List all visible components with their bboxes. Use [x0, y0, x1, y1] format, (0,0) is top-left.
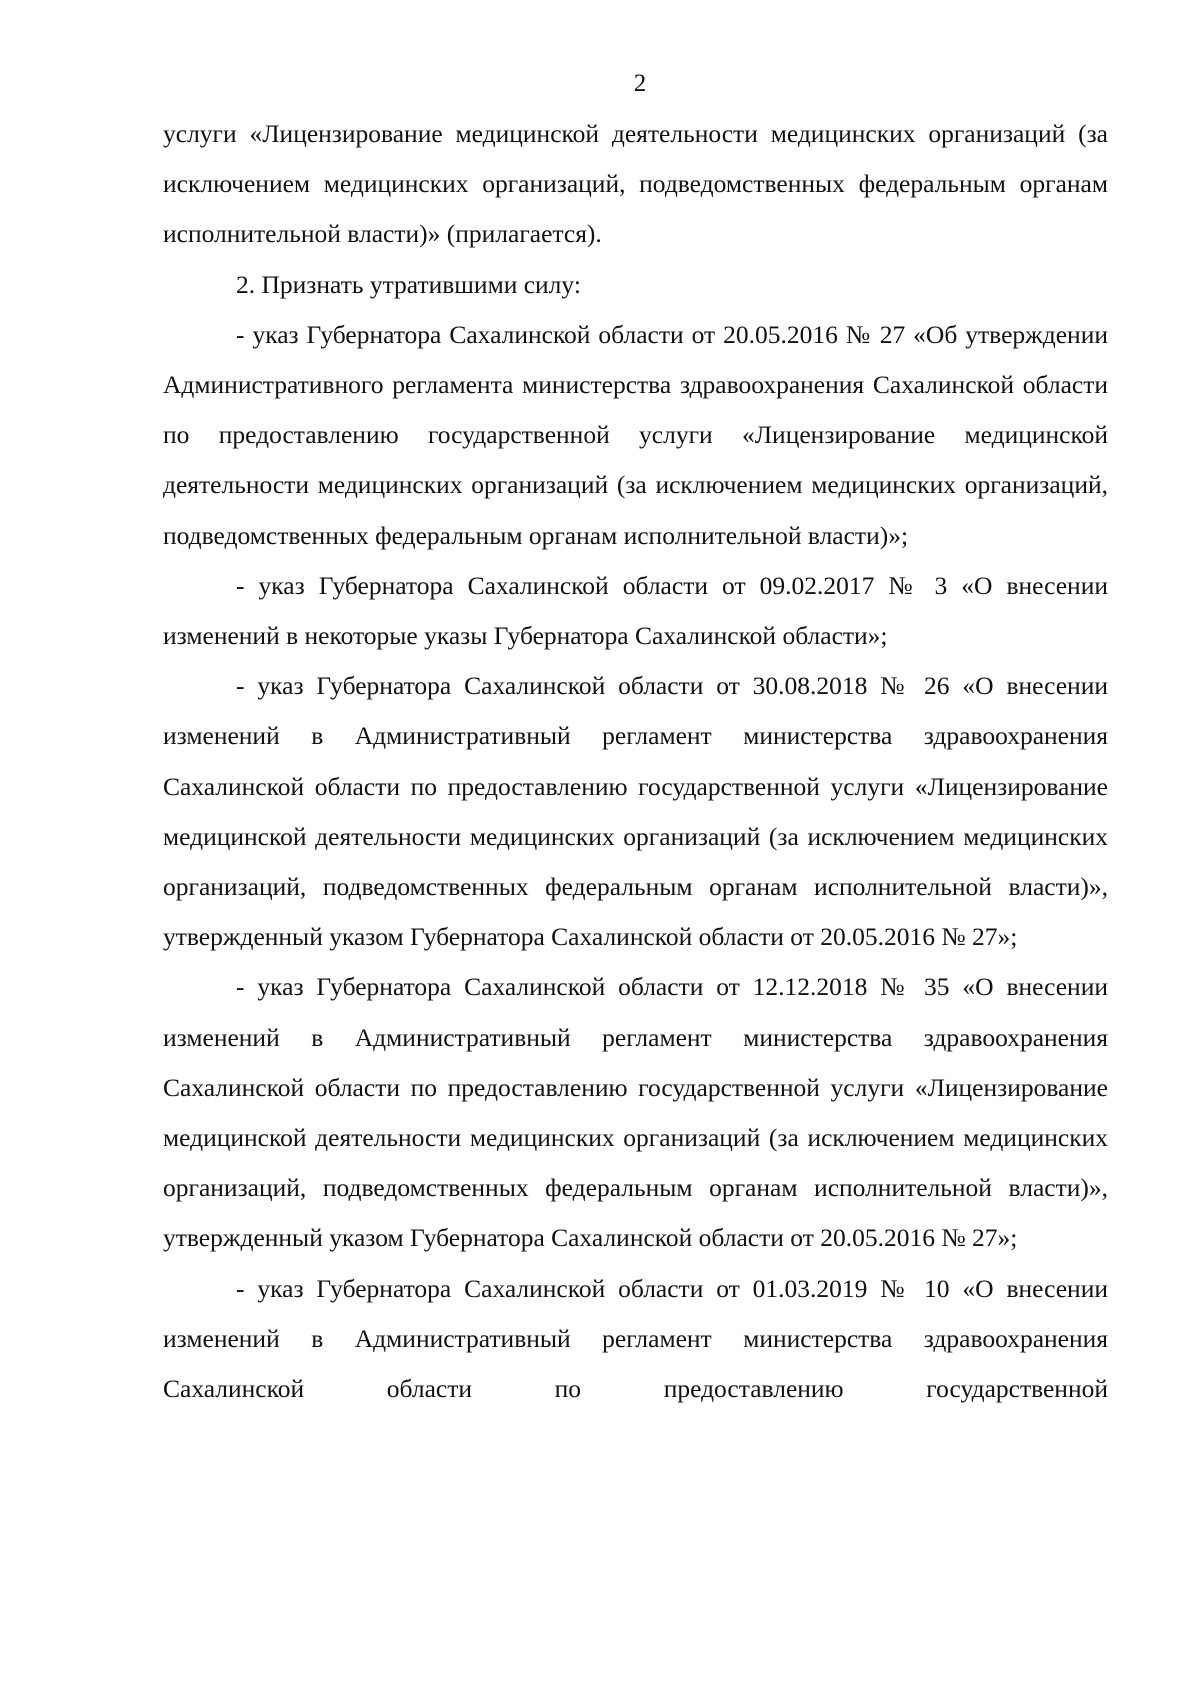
paragraph-decree-26: - указ Губернатора Сахалинской области от 30.08.2018 № 26 «О внесении изменений в Административный регламент министерства здравоохранения Сахалинской области по предоставлению государственной услуги «Лицензирование медицинской деятельности медицинских организаций (за исключением медицинских организаций, подведомственных федеральным органам исполнительной власти)», утвержденный указом Губернатора Сахалинской области от 20.05.2016 № 27»; [163, 671, 1108, 952]
paragraph-decree-10: - указ Губернатора Сахалинской области от 01.03.2019 № 10 «О внесении изменений в Административный регламент министерства здравоохранения Сахалинской области по предоставлению государственной [163, 1273, 1108, 1404]
paragraph-decree-35: - указ Губернатора Сахалинской области от 12.12.2018 № 35 «О внесении изменений в Административный регламент министерства здравоохранения Сахалинской области по предоставлению государственной услуги «Лицензирование медицинской деятельности медицинских организаций (за исключением медицинских организаций, подведомственных федеральным органам исполнительной власти)», утвержденный указом Губернатора Сахалинской области от 20.05.2016 № 27»; [163, 972, 1108, 1253]
page-number: 2 [633, 70, 647, 97]
document-body [163, 109, 1108, 1414]
paragraph-item-2-heading: 2. Признать утратившими силу: [236, 269, 581, 299]
paragraph-decree-3: - указ Губернатора Сахалинской области от 09.02.2017 № 3 «О внесении изменений в некоторые указы Губернатора Сахалинской области»; [163, 570, 1108, 651]
paragraph-service-continuation: услуги «Лицензирование медицинской деятельности медицинских организаций (за исключением медицинских организаций, подведомственных федеральным органам исполнительной власти)» (прилагается). [163, 119, 1108, 249]
paragraph-decree-27: - указ Губернатора Сахалинской области от 20.05.2016 № 27 «Об утверждении Административного регламента министерства здравоохранения Сахалинской области по предоставлению государственной услуги «Лицензирование медицинской деятельности медицинских организаций (за исключением медицинских организаций, подведомственных федеральным органам исполнительной власти)»; [163, 319, 1108, 550]
